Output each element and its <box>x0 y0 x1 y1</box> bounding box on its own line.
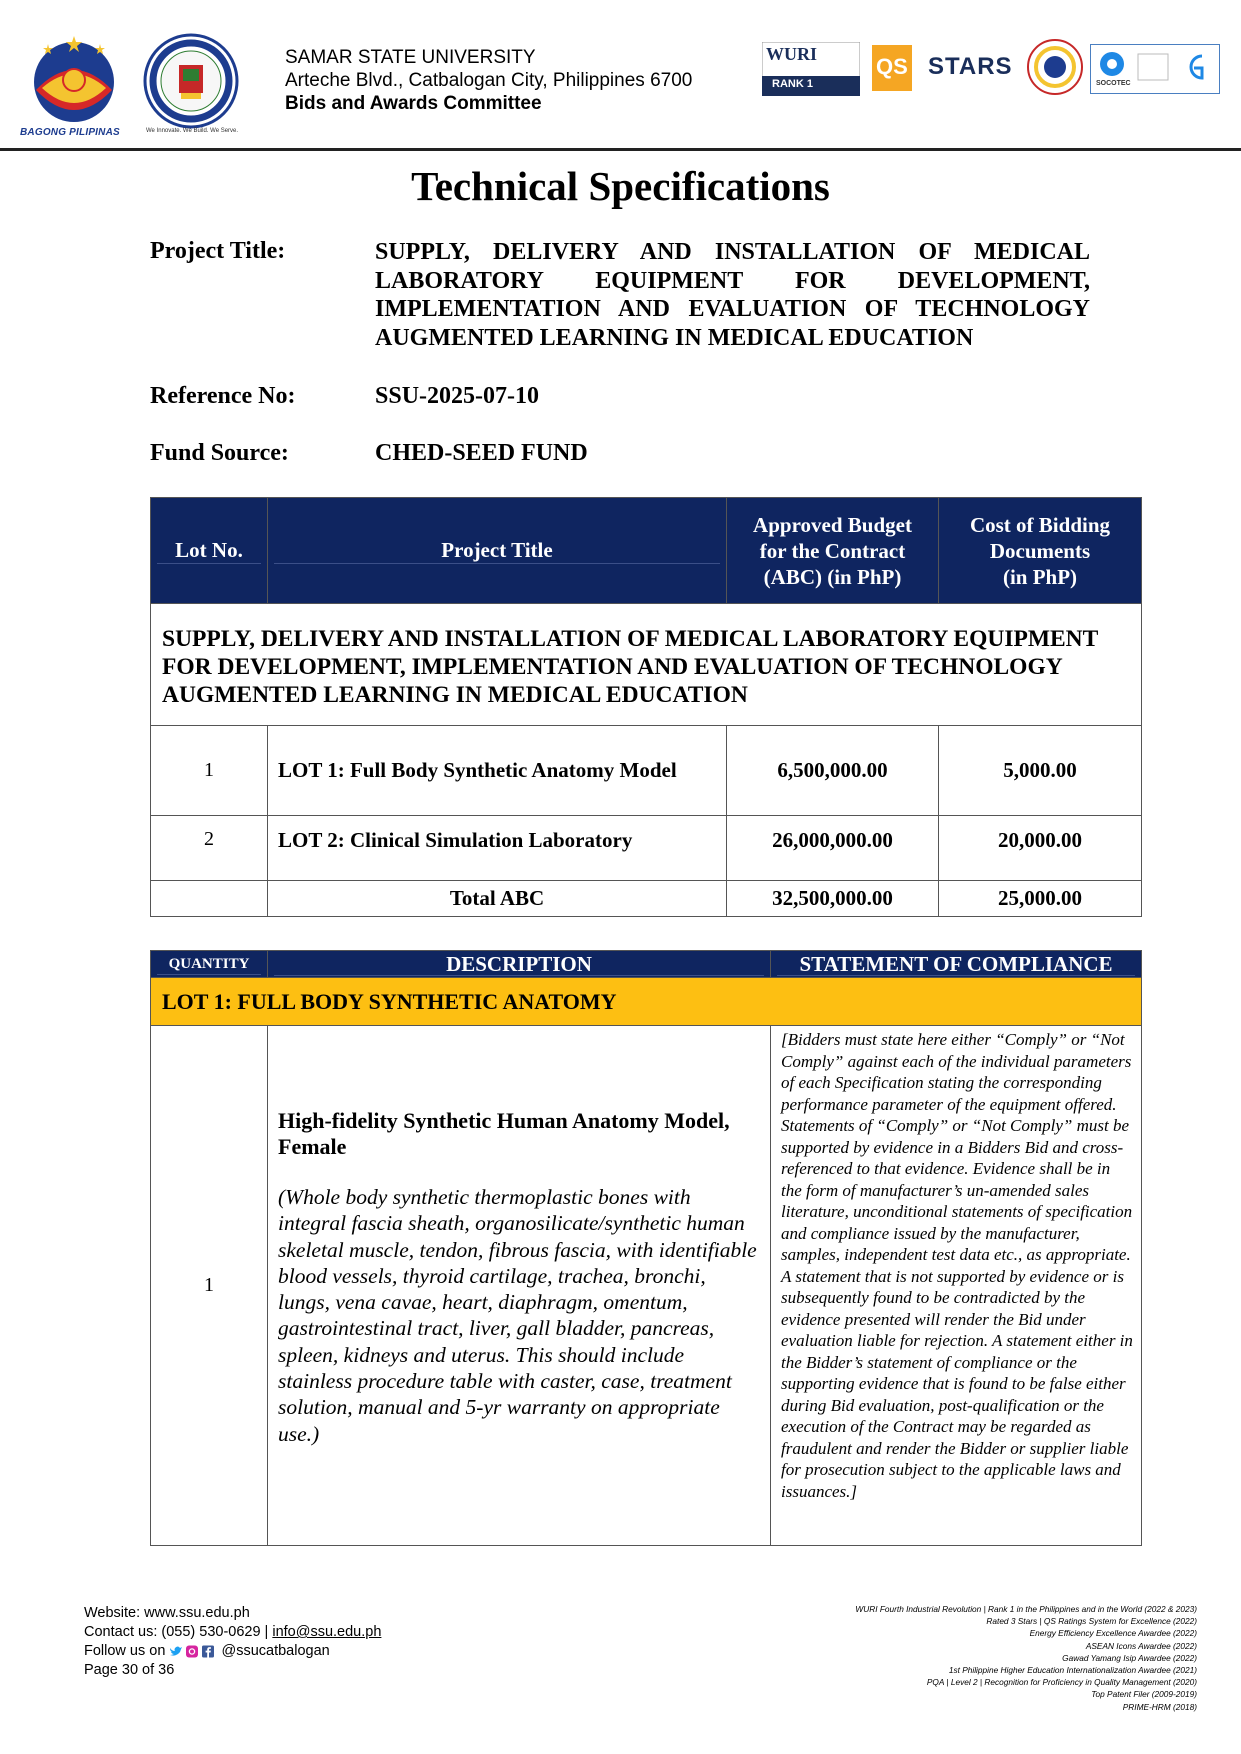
total-bidding-cost: 25,000.00 <box>939 881 1142 917</box>
specification-table <box>150 950 1142 1546</box>
lot-number: 1 <box>151 726 268 816</box>
item-specification-text: (Whole body synthetic thermoplastic bones with integral fascia sheath, organosilicate/synthetic human skeletal muscle, tendon, fibrous fascia, with identifiable blood vessels, thyroid cartilage, trachea, bronchi, lungs, vena cavae, heart, diaphragm, omentum, gastrointestinal tract, liver, gall bladder, pancreas, spleen, kidneys and uterus. This should include stainless procedure table with caster, case, treatment solution, manual and 5-yr warranty on appropriate use.) <box>278 1185 757 1446</box>
award-item: 1st Philippine Higher Education Internationalization Awardee (2021) <box>948 1665 1197 1676</box>
award-item: WURI Fourth Industrial Revolution | Rank 1 in the Philippines and in the World (2022 & 2023) <box>855 1604 1197 1614</box>
lot-abc: 6,500,000.00 <box>727 726 939 816</box>
footer-awards-list <box>777 1603 1197 1713</box>
award-item: Rated 3 Stars | QS Ratings System for Excellence (2022) <box>986 1616 1197 1627</box>
qs-logo <box>872 45 912 91</box>
lot-number: 2 <box>151 816 268 881</box>
award-item: PQA | Level 2 | Recognition for Proficiency in Quality Management (2020) <box>926 1677 1197 1688</box>
abc-header-line3: (ABC) (in PhP) <box>763 564 902 589</box>
award-item: ASEAN Icons Awardee (2022) <box>1085 1640 1197 1651</box>
document-title: Technical Specifications <box>411 163 830 209</box>
fund-source-value: CHED-SEED FUND <box>375 440 588 466</box>
description-header <box>268 951 771 978</box>
header-divider <box>0 148 1241 151</box>
spec-table-header-row <box>151 951 1142 978</box>
lot-bidding-cost: 20,000.00 <box>939 816 1142 881</box>
footer-phone: Contact us: (055) 530-0629 | <box>84 1624 273 1640</box>
lots-table-banner-row <box>151 604 1142 726</box>
item-description <box>268 1026 771 1546</box>
footer-website: Website: www.ssu.edu.ph <box>84 1605 250 1621</box>
footer-social-line <box>84 1642 381 1661</box>
award-item: Gawad Yamang Isip Awardee (2022) <box>1062 1652 1197 1663</box>
statement-of-compliance: [Bidders must state here either “Comply” or “Not Comply” against each of the individual parameters of each Specification stating the corresponding performance parameter of the equipment offered. Statements of “Comply” or “Not Comply” must be supported by evidence in a Bidders Bid and cross-referenced to that evidence. Evidence shall be in the form of manufacturer’s un-amended sales literature, unconditional statements of specification and compliance issued by the manufacturer, samples, independent test data etc., as appropriate. A statement that is not supported by evidence or is subsequently found to be contradicted by the evidence presented will render the Bid under evaluation liable for rejection. A statement either in the Bidder’s statement of compliance or the supporting evidence that is found to be false either during Bid evaluation, post-qualification or the execution of the Contract may be regarded as fraudulent and render the Bidder or supplier liable for prosecution subject to the applicable laws and issuances.] <box>771 1026 1142 1546</box>
total-label: Total ABC <box>268 881 727 917</box>
bagong-pilipinas-caption: BAGONG PILIPINAS <box>20 127 120 138</box>
facebook-icon[interactable] <box>201 1645 215 1658</box>
award-item: Energy Efficiency Excellence Awardee (2022) <box>1029 1628 1197 1639</box>
project-title-header <box>268 498 727 604</box>
compliance-header <box>771 951 1142 978</box>
lot-heading: LOT 1: FULL BODY SYNTHETIC ANATOMY <box>151 978 1142 1026</box>
item-quantity: 1 <box>151 1026 268 1546</box>
quantity-header-text: QUANTITY <box>157 954 261 975</box>
footer-follow-label: Follow us on <box>84 1643 166 1659</box>
total-empty-cell <box>151 881 268 917</box>
socotec-badge-text: SOCOTEC <box>1096 80 1131 87</box>
award-seal-logo <box>1026 38 1084 96</box>
lot-no-header <box>151 498 268 604</box>
table-row <box>151 1026 1142 1546</box>
lot-bidding-cost: 5,000.00 <box>939 726 1142 816</box>
wuri-rank-badge <box>762 42 860 96</box>
lot-heading-row <box>151 978 1142 1026</box>
project-title-header-text: Project Title <box>274 537 720 564</box>
twitter-icon[interactable] <box>169 1645 183 1658</box>
lot-no-header-text: Lot No. <box>157 537 261 564</box>
fund-source-label: Fund Source: <box>150 440 289 466</box>
project-title-value: SUPPLY, DELIVERY AND INSTALLATION OF MEDICAL LABORATORY EQUIPMENT FOR DEVELOPMENT, IMPLEMENTATION AND EVALUATION OF TECHNOLOGY AUGMENTED LEARNING IN MEDICAL EDUCATION <box>375 239 1090 351</box>
socotec-certification-badge <box>1090 44 1220 94</box>
lots-budget-table <box>150 497 1142 917</box>
wuri-badge-title: WURI <box>766 44 818 64</box>
letterhead <box>0 0 1241 150</box>
award-item: Top Patent Filer (2009-2019) <box>1091 1689 1197 1700</box>
abc-header-line1: Approved Budget <box>753 512 912 537</box>
institution-name: SAMAR STATE UNIVERSITY <box>285 47 536 68</box>
total-row <box>151 881 1142 917</box>
reference-no-value: SSU-2025-07-10 <box>375 383 540 409</box>
table-row <box>151 726 1142 816</box>
qs-logo-text: QS <box>876 54 908 79</box>
lot-title: LOT 2: Clinical Simulation Laboratory <box>268 816 727 881</box>
compliance-header-text: STATEMENT OF COMPLIANCE <box>777 953 1135 976</box>
lot-title: LOT 1: Full Body Synthetic Anatomy Model <box>268 726 727 816</box>
cost-header-line2: Documents <box>989 538 1091 563</box>
quantity-header <box>151 951 268 978</box>
reference-no-label: Reference No: <box>150 383 296 409</box>
bidding-cost-header <box>939 498 1142 604</box>
bagong-pilipinas-logo <box>18 30 130 140</box>
project-banner: SUPPLY, DELIVERY AND INSTALLATION OF MEDICAL LABORATORY EQUIPMENT FOR DEVELOPMENT, IMPLEMENTATION AND EVALUATION OF TECHNOLOGY AUGMENTED LEARNING IN MEDICAL EDUCATION <box>151 604 1142 726</box>
footer-email-link[interactable]: info@ssu.edu.ph <box>272 1624 382 1640</box>
ssu-seal-logo <box>143 33 239 129</box>
instagram-icon[interactable] <box>185 1645 199 1658</box>
footer-social-handle: @ssucatbalogan <box>221 1643 330 1659</box>
cost-header-line1: Cost of Bidding <box>969 512 1111 537</box>
description-header-text: DESCRIPTION <box>274 953 764 976</box>
cost-header-line3: (in PhP) <box>1002 564 1078 589</box>
ssu-seal-caption: We Innovate. We Build. We Serve. <box>146 128 239 134</box>
institution-block <box>285 46 692 115</box>
abc-header <box>727 498 939 604</box>
abc-header-line2: for the Contract <box>759 538 906 563</box>
page-number: Page 30 of 36 <box>84 1662 175 1678</box>
qs-stars-wordmark: STARS <box>928 53 1013 80</box>
total-abc: 32,500,000.00 <box>727 881 939 917</box>
lots-table-header-row <box>151 498 1142 604</box>
committee-name: Bids and Awards Committee <box>285 93 542 114</box>
award-item: PRIME-HRM (2018) <box>1122 1701 1197 1712</box>
footer-contact-line <box>84 1623 381 1642</box>
table-row <box>151 816 1142 881</box>
lot-abc: 26,000,000.00 <box>727 816 939 881</box>
wuri-badge-rank: RANK 1 <box>772 78 813 90</box>
institution-address: Arteche Blvd., Catbalogan City, Philippines 6700 <box>285 70 693 91</box>
project-title-label: Project Title: <box>150 238 286 264</box>
item-title: High-fidelity Synthetic Human Anatomy Model, Female <box>278 1108 730 1159</box>
footer-contact <box>84 1604 381 1680</box>
